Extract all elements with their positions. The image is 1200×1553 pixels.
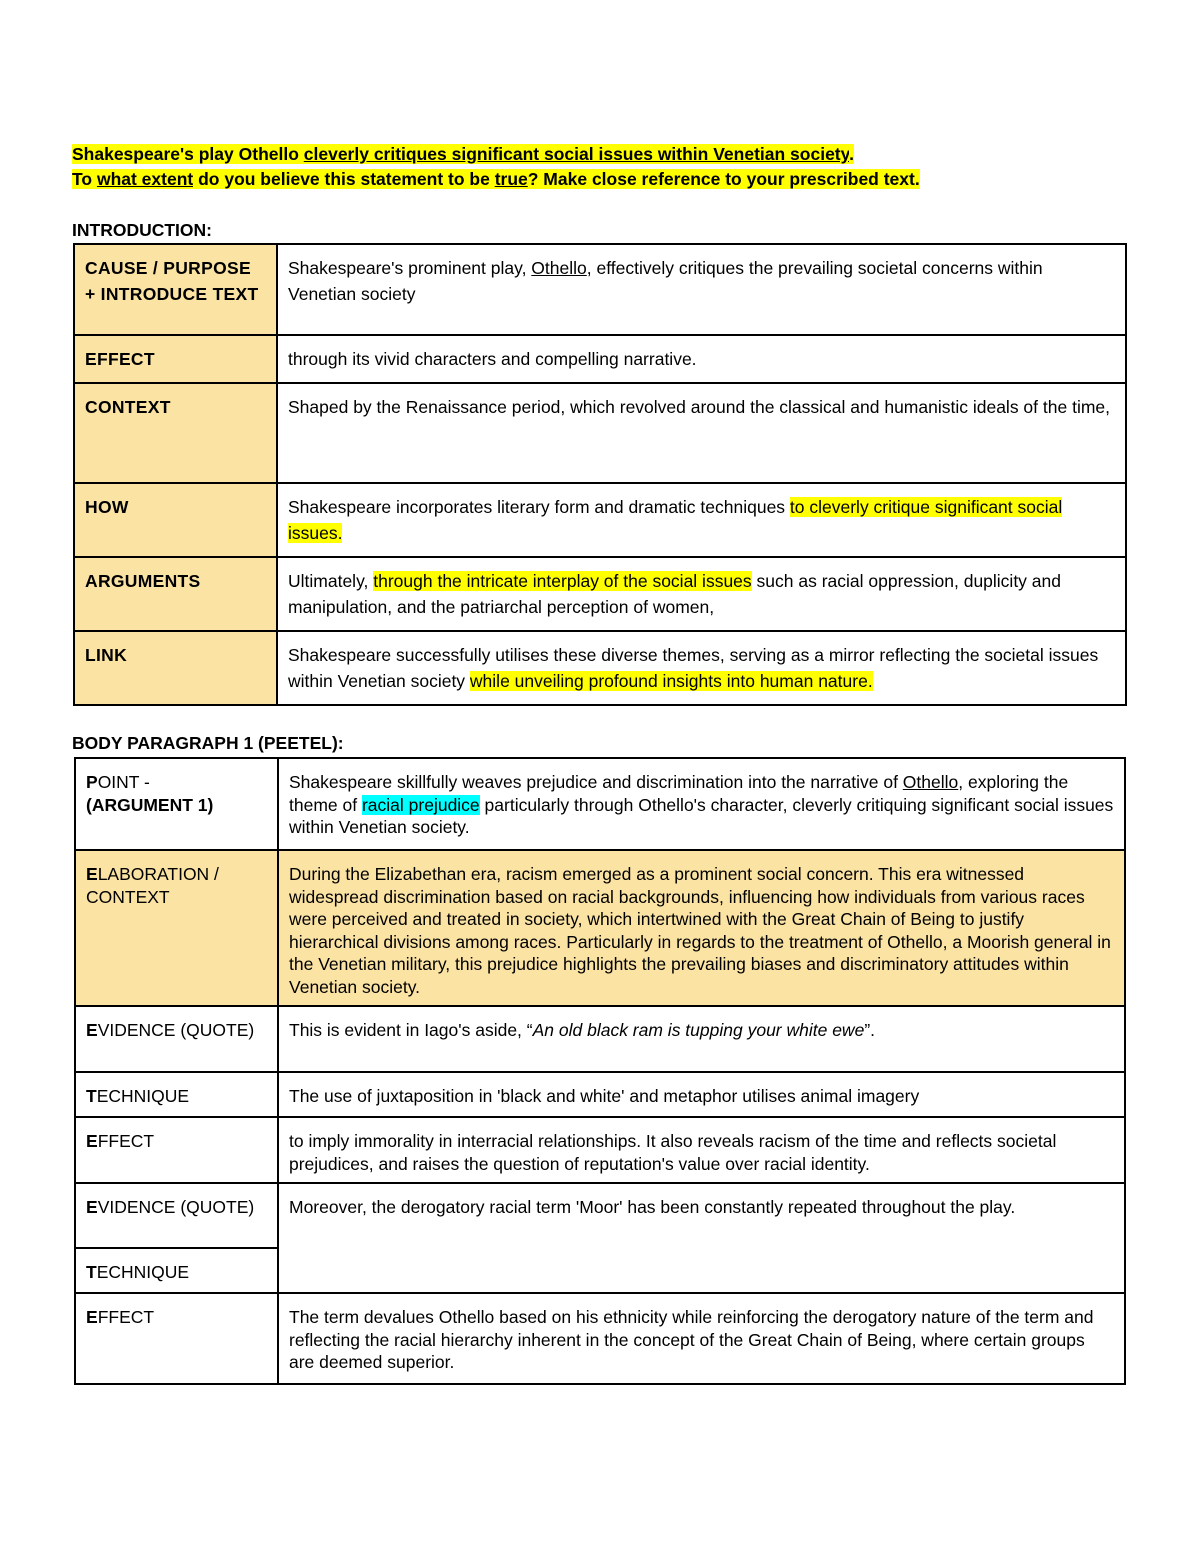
label-initial: E [86, 1307, 98, 1327]
row-text: particularly through Othello's character, cleverly critiquing significant social issues within Venetian society. [289, 794, 1114, 837]
row-label: CAUSE / PURPOSE + INTRODUCE TEXT [74, 244, 277, 335]
row-text: Shakespeare successfully utilises these diverse themes, serving as a mirror reflecting the societal issues within Venetian society [288, 645, 1099, 691]
label-text: VIDENCE (QUOTE) [97, 1020, 255, 1040]
row-label [75, 1006, 278, 1072]
table-row [75, 1006, 1125, 1072]
row-text: Shakespeare's prominent play, [288, 258, 532, 278]
question-underlined-word: true [494, 169, 528, 189]
table-row [75, 1117, 1125, 1183]
question-text: To [72, 169, 97, 189]
text-title-underlined: Othello [902, 772, 959, 792]
table-row [74, 483, 1126, 557]
table-row [74, 335, 1126, 383]
label-initial: E [86, 1131, 98, 1151]
label-initial: E [86, 1020, 98, 1040]
highlighted-text: while unveiling profound insights into human nature. [469, 670, 873, 691]
row-content: The use of juxtaposition in 'black and white' and metaphor utilises animal imagery [278, 1072, 1125, 1117]
row-label [75, 1072, 278, 1117]
row-content [277, 631, 1126, 705]
table-row [75, 1183, 1125, 1248]
row-content [277, 557, 1126, 631]
body-paragraph-1-table [74, 757, 1126, 1385]
label-text: FFECT [97, 1131, 155, 1151]
row-content: During the Elizabethan era, racism emerged as a prominent social concern. This era witnessed widespread discrimination based on racial backgrounds, influencing how individuals from various races were perceived and treated in society, which intertwined with the Great Chain of Being to justify hierarchical divisions among races. Particularly in regards to the treatment of Othello, a Moorish general in the Venetian military, this prejudice highlights the prevailing biases and discriminatory attitudes within Venetian society. [278, 850, 1125, 1006]
row-label: CONTEXT [74, 383, 277, 483]
row-content [278, 758, 1125, 850]
question-line-1 [72, 142, 1132, 167]
essay-question [72, 142, 1132, 192]
introduction-heading: INTRODUCTION: [72, 220, 212, 240]
row-text: , effectively critiques the prevailing societal concerns within Venetian society [288, 258, 1043, 304]
row-text: , exploring the theme of [289, 772, 1069, 815]
question-text: do you believe this statement to be [193, 169, 495, 189]
label-initial: E [86, 864, 98, 884]
label-initial: E [86, 1197, 98, 1217]
table-row [75, 1072, 1125, 1117]
table-row [74, 557, 1126, 631]
row-label: LINK [74, 631, 277, 705]
row-label [75, 1183, 278, 1248]
question-underlined-phrase: cleverly critiques significant social issues within Venetian society [303, 144, 850, 164]
row-label [75, 758, 278, 850]
row-label [75, 850, 278, 1006]
row-content [278, 1006, 1125, 1072]
label-text: ECHNIQUE [96, 1262, 190, 1282]
row-label: EFFECT [74, 335, 277, 383]
row-content [277, 483, 1126, 557]
question-underlined-word: what extent [96, 169, 194, 189]
row-label [75, 1117, 278, 1183]
row-content: Shaped by the Renaissance period, which revolved around the classical and humanistic ideals of the time, [277, 383, 1126, 483]
label-initial: P [86, 772, 98, 792]
table-row [74, 631, 1126, 705]
quote-text: An old black ram is tupping your white ewe [532, 1020, 865, 1040]
row-content [277, 244, 1126, 335]
label-text: OINT - [97, 772, 150, 792]
question-line-2 [72, 167, 1132, 192]
row-text: such as racial oppression, duplicity and manipulation, and the patriarchal perception of women, [288, 571, 1061, 617]
highlighted-text: to cleverly critique significant social issues. [288, 497, 1063, 543]
row-text: This is evident in Iago's aside, “ [289, 1020, 533, 1040]
row-content: through its vivid characters and compelling narrative. [277, 335, 1126, 383]
label-text: ECHNIQUE [96, 1086, 190, 1106]
row-label [75, 1248, 278, 1293]
table-row [75, 1293, 1125, 1384]
label-text: LABORATION / CONTEXT [86, 864, 219, 907]
highlighted-text: through the intricate interplay of the social issues [373, 571, 752, 591]
row-text: Ultimately, [288, 571, 374, 591]
body-paragraph-1-heading: BODY PARAGRAPH 1 (PEETEL): [72, 733, 344, 753]
row-content: Moreover, the derogatory racial term 'Moor' has been constantly repeated throughout the play. [278, 1183, 1125, 1293]
row-text: Shakespeare incorporates literary form and dramatic techniques [288, 497, 790, 517]
row-label: ARGUMENTS [74, 557, 277, 631]
row-text: Shakespeare skillfully weaves prejudice and discrimination into the narrative of [289, 772, 903, 792]
label-text: FFECT [97, 1307, 155, 1327]
label-subtitle: (ARGUMENT 1) [86, 794, 214, 815]
text-title-underlined: Othello [531, 258, 587, 278]
label-initial: T [86, 1086, 97, 1106]
question-suffix: . [849, 144, 854, 164]
question-prefix: Shakespeare's play Othello [72, 144, 304, 164]
table-row [75, 758, 1125, 850]
row-label [75, 1293, 278, 1384]
table-row [74, 244, 1126, 335]
table-row [75, 850, 1125, 1006]
row-content: to imply immorality in interracial relationships. It also reveals racism of the time and reflects societal prejudices, and raises the question of reputation's value over racial identity. [278, 1117, 1125, 1183]
highlighted-text: racial prejudice [361, 794, 480, 815]
label-text: VIDENCE (QUOTE) [97, 1197, 255, 1217]
table-row [74, 383, 1126, 483]
row-label: HOW [74, 483, 277, 557]
row-text: ”. [864, 1020, 876, 1040]
question-text: ? Make close reference to your prescribed text. [527, 169, 920, 189]
label-initial: T [86, 1262, 97, 1282]
introduction-table [73, 243, 1127, 706]
row-content: The term devalues Othello based on his ethnicity while reinforcing the derogatory nature of the term and reflecting the racial hierarchy inherent in the concept of the Great Chain of Being, where certain groups are deemed superior. [278, 1293, 1125, 1384]
